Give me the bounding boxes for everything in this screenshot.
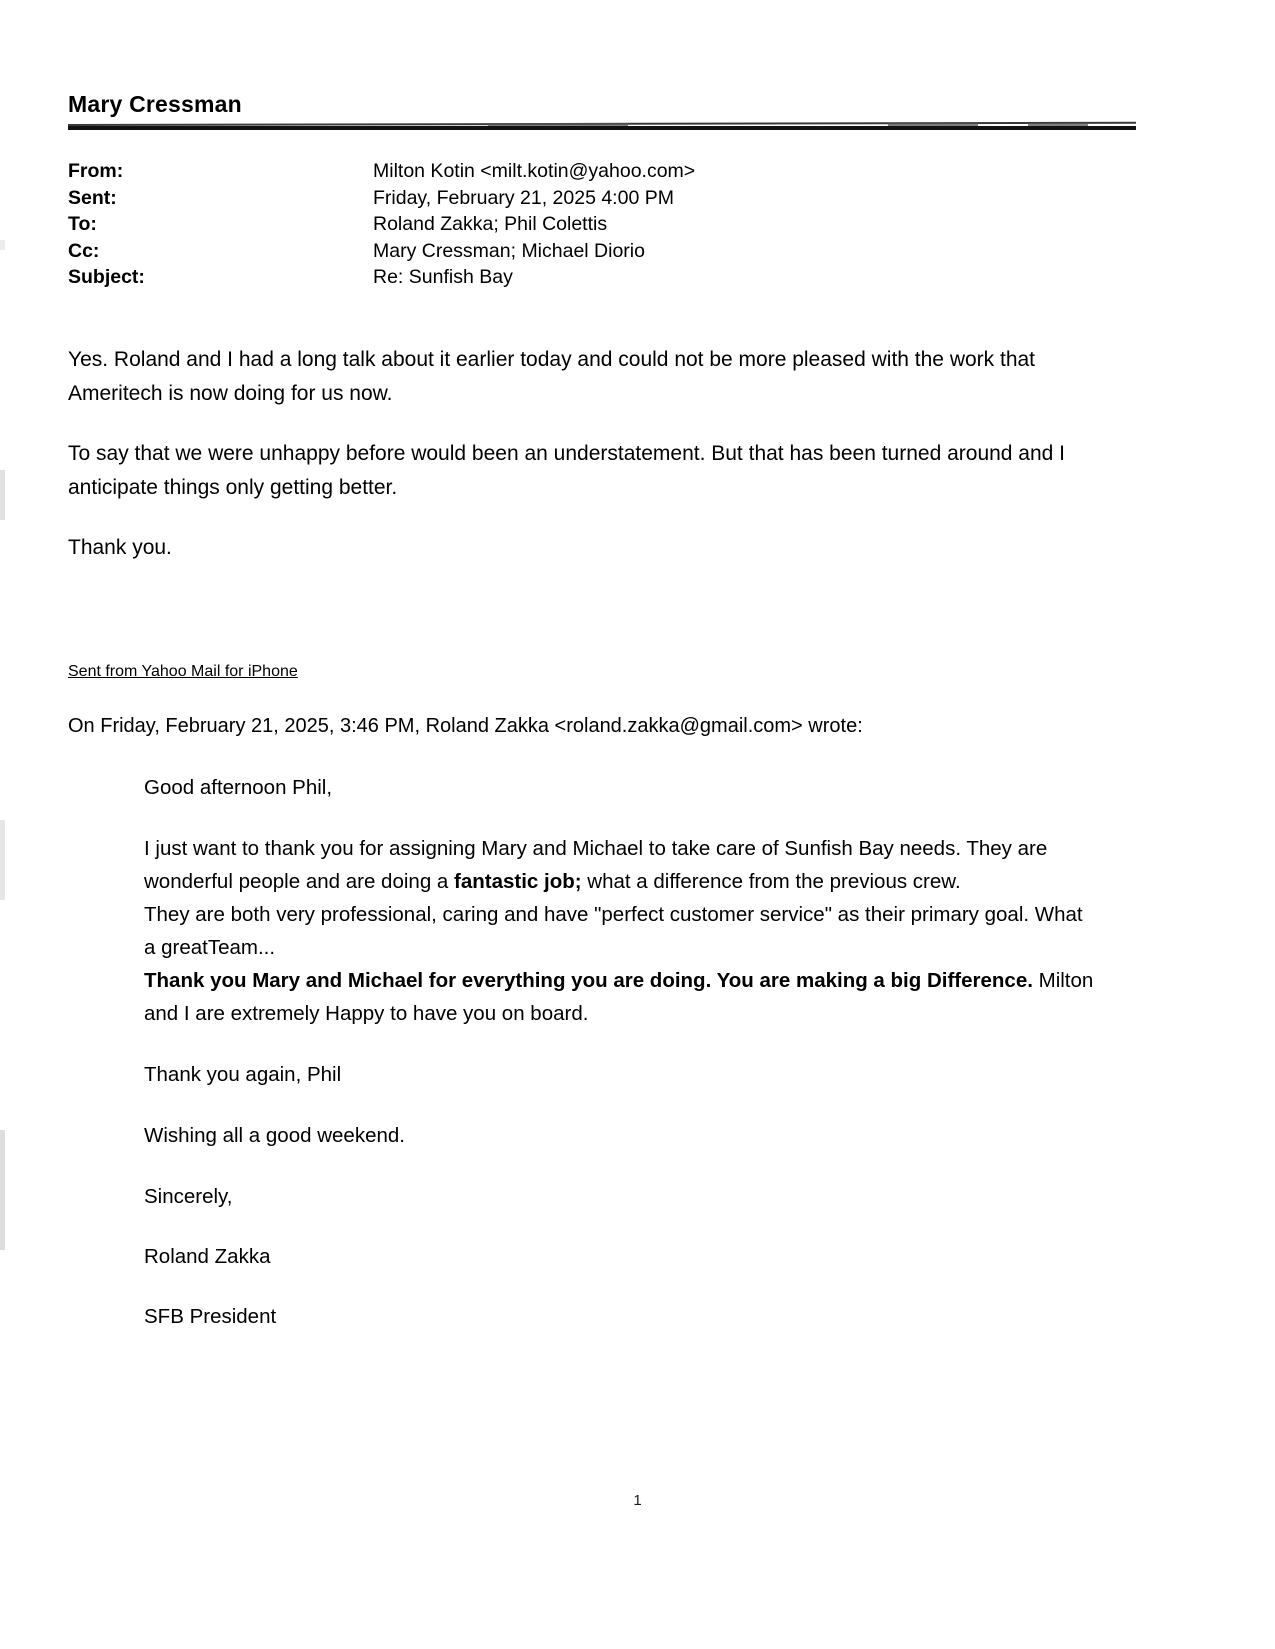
signature-line-wrapper <box>68 565 1148 683</box>
divider-bar <box>68 126 1136 130</box>
quoted-wishing: Wishing all a good weekend. <box>144 1123 405 1147</box>
quoted-p3-text-after: Milton and I are extremely Happy to have you on board. <box>144 968 1094 1025</box>
cc-value: Mary Cressman; Michael Diorio <box>373 239 645 262</box>
to-value: Roland Zakka; Phil Colettis <box>373 213 608 236</box>
from-value: Milton Kotin <milt.kotin@yahoo.com> <box>373 160 696 183</box>
body-paragraph-1: Yes. Roland and I had a long talk about it earlier today and could not be more pleased with the work that Ameritech is now doing for us now. <box>68 347 1036 405</box>
header-field-row-to <box>68 211 695 238</box>
subject-value: Re: Sunfish Bay <box>373 266 513 289</box>
quoted-p3-bold-phrase: Thank you Mary and Michael for everything you are doing. You are making a big Difference. <box>144 968 1033 992</box>
sent-label: Sent: <box>68 186 117 209</box>
quoted-closing: Sincerely, <box>144 1184 233 1208</box>
header-field-row-from <box>68 158 695 185</box>
sent-value: Friday, February 21, 2025 4:00 PM <box>373 186 674 209</box>
header-field-row-cc <box>68 238 695 265</box>
header-divider <box>68 123 1136 132</box>
quoted-sender-title: SFB President <box>144 1304 277 1328</box>
subject-label: Subject: <box>68 266 145 289</box>
email-header-fields <box>68 158 695 291</box>
quoted-message <box>144 771 1094 1333</box>
quote-attribution: On Friday, February 21, 2025, 3:46 PM, Roland Zakka <roland.zakka@gmail.com> wrote: <box>68 714 863 737</box>
quoted-p1-bold-phrase: fantastic job; <box>454 869 582 893</box>
document-content <box>68 0 1148 1361</box>
email-body <box>68 343 1148 565</box>
page-title: Mary Cressman <box>68 91 242 117</box>
quoted-paragraph-2: They are both very professional, caring and have "perfect customer service" as their primary goal. What a greatTeam... <box>144 902 1083 959</box>
divider-speck <box>488 123 628 126</box>
quoted-thanks-again: Thank you again, Phil <box>144 1062 342 1086</box>
body-paragraph-3: Thank you. <box>68 535 172 559</box>
divider-speck <box>888 123 978 126</box>
scan-edge-artifact <box>0 0 5 1649</box>
divider-speck <box>1028 123 1088 126</box>
quoted-paragraph-3 <box>144 964 1094 1030</box>
quoted-p1-text-after: what a difference from the previous crew. <box>581 869 961 893</box>
quoted-p1-text-before: I just want to thank you for assigning Mary and Michael to take care of Sunfish Bay needs. They are wonderful people and are doing a <box>144 836 1048 893</box>
header-field-row-sent <box>68 185 695 212</box>
header-field-row-subject <box>68 264 695 291</box>
to-label: To: <box>68 213 97 236</box>
page-number: 1 <box>633 1492 642 1509</box>
quoted-sender-name: Roland Zakka <box>144 1244 271 1268</box>
quoted-greeting: Good afternoon Phil, <box>144 775 333 799</box>
quoted-paragraph-1 <box>144 832 1094 898</box>
cc-label: Cc: <box>68 239 100 262</box>
from-label: From: <box>68 160 124 183</box>
body-paragraph-2: To say that we were unhappy before would been an understatement. But that has been turned around and I anticipate things only getting better. <box>68 441 1066 499</box>
sent-from-signature: Sent from Yahoo Mail for iPhone <box>68 662 298 680</box>
